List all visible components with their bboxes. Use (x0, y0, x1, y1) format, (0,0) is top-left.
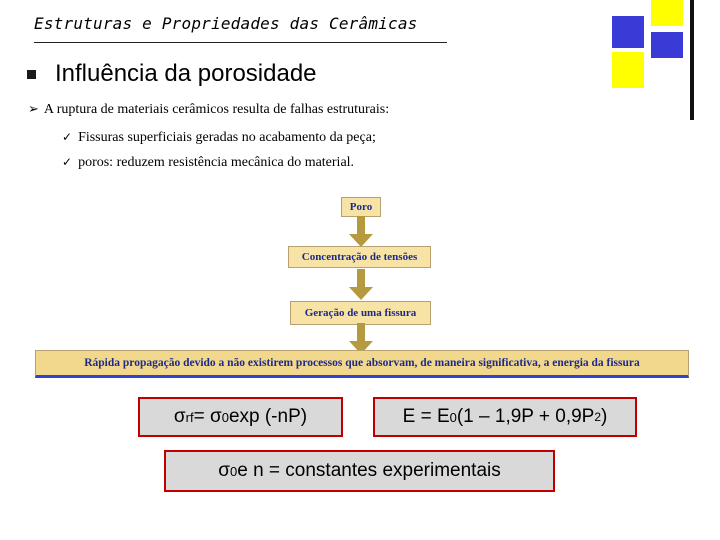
down-arrow-icon (348, 216, 374, 248)
down-arrow-icon (348, 269, 374, 301)
header-divider (34, 42, 447, 43)
arrow-bullet-icon: ➢ (28, 101, 39, 116)
formula-text: (1 – 1,9P + 0,9P (456, 406, 595, 427)
flow-step-poro: Poro (341, 197, 381, 217)
sub-point-text: Fissuras superficiais geradas no acabamento da peça; (78, 130, 376, 145)
formula-text: e n = constantes experimentais (237, 460, 501, 481)
formula-text: exp (-nP) (228, 406, 308, 427)
formula-text: = σ (193, 406, 222, 427)
formula-subscript: rf (185, 409, 194, 425)
flow-step-concentracao: Concentração de tensões (288, 246, 431, 268)
formula-elastic-modulus (373, 397, 637, 437)
main-point-text: A ruptura de materiais cerâmicos resulta de falhas estruturais: (43, 102, 390, 117)
formula-subscript: 0 (229, 463, 238, 479)
formula-subscript: 0 (449, 409, 457, 425)
formula-text: ) (601, 406, 608, 427)
formula-fracture-strength (138, 397, 343, 437)
slide-title: Influência da porosidade (55, 60, 317, 87)
sub-point (62, 130, 376, 146)
check-icon: ✓ (62, 155, 73, 169)
sub-point (62, 155, 354, 171)
formula-subscript: 0 (221, 409, 229, 425)
formula-constants (164, 450, 555, 492)
formula-superscript: 2 (594, 410, 602, 424)
formula-text: E = E (402, 406, 450, 427)
check-icon: ✓ (62, 130, 73, 144)
flow-step-geracao: Geração de uma fissura (290, 301, 431, 325)
flow-final-step: Rápida propagação devido a não existirem processos que absorvam, de maneira significativa, a energia da fissura (35, 350, 689, 378)
title-bullet (27, 70, 36, 79)
formula-text: σ (173, 406, 186, 427)
formula-text: σ (218, 460, 230, 481)
sub-point-text: poros: reduzem resistência mecânica do material. (78, 155, 355, 170)
main-point (28, 101, 389, 118)
header-title: Estruturas e Propriedades das Cerâmicas (34, 14, 418, 33)
